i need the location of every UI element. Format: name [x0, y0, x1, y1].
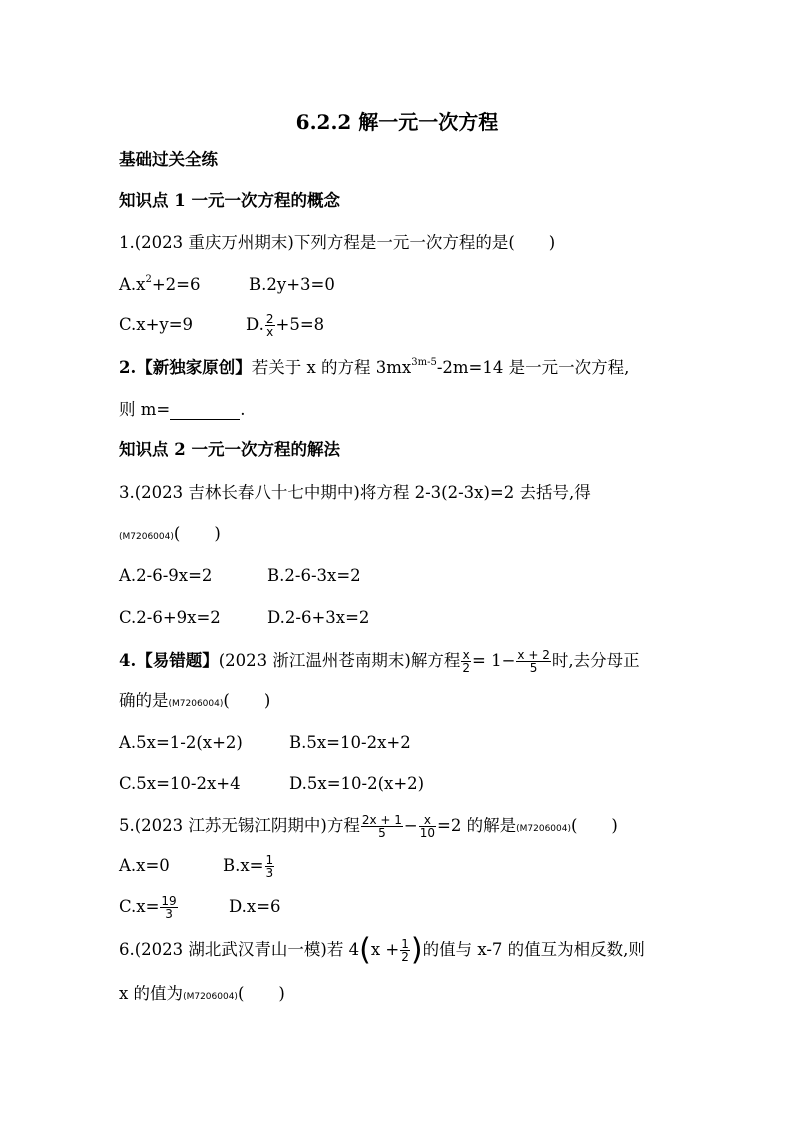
- q3-option-c: C.2-6+9x=2: [119, 608, 221, 627]
- page-title: 6.2.2 解一元一次方程: [295, 110, 499, 134]
- knowledge-point-1: 知识点 1 一元一次方程的概念: [119, 191, 340, 210]
- answer-blank: [170, 403, 240, 420]
- question-3-stem: 3.(2023 吉林长春八十七中期中)将方程 2-3(2-3x)=2 去括号,得: [119, 483, 591, 502]
- section-heading: 基础过关全练: [119, 150, 218, 169]
- q4-option-d: D.5x=10-2(x+2): [289, 774, 425, 793]
- q3-option-d: D.2-6+3x=2: [267, 608, 370, 627]
- q1-option-c: C.x+y=9: [119, 315, 194, 334]
- question-3-options-cd: [119, 608, 369, 628]
- question-2-stem: 2.【新独家原创】若关于 x 的方程 $3mx^{3m-5}-2m=14$ 是一元一次方程,: [119, 357, 630, 377]
- question-1-options-ab: [119, 275, 335, 295]
- question-3-line2: (M7206004)( ): [119, 524, 221, 543]
- q1-option-a: $A.x^2+2=6$: [119, 274, 201, 294]
- question-6-line2: x 的值为(M7206004)( ): [119, 984, 285, 1003]
- q1-option-d: D. $\frac{2}{x}$ +5=8: [246, 312, 325, 339]
- question-4-options-cd: [119, 774, 424, 794]
- question-6-stem: 6.(2023 湖北武汉青山一模)若 4(x + $\frac{1}{2}$ )的值与 x-7 的值互为相反数,则: [119, 932, 645, 968]
- question-1-options-cd: [119, 312, 324, 338]
- question-4-stem: 4.【易错题】(2023 浙江温州苍南期末)解方程 $\frac{x}{2}$ = 1− $\frac{x + 2}{5}$ 时,去分母正: [119, 648, 640, 675]
- q5-option-c: C.x= $\frac{19}{3}$: [119, 894, 177, 921]
- q3-option-b: B.2-6-3x=2: [267, 566, 361, 585]
- question-2-line2: 则 m= .: [119, 400, 246, 419]
- q5-option-d: D.x=6: [229, 897, 281, 916]
- q4-option-a: A.5x=1-2(x+2): [119, 733, 243, 752]
- question-5-stem: 5.(2023 江苏无锡江阴期中)方程 $\frac{2x + 1}{5}$ − $\frac{x}{10}$ =2 的解是(M7206004)( ): [119, 813, 618, 840]
- q3-option-a: A.2-6-9x=2: [119, 566, 213, 585]
- question-5-options-ab: [119, 852, 275, 880]
- q4-option-b: B.5x=10-2x+2: [289, 733, 411, 752]
- q4-option-c: C.5x=10-2x+4: [119, 774, 241, 793]
- question-1-stem: 1.(2023 重庆万州期末)下列方程是一元一次方程的是( ): [119, 233, 556, 252]
- q5-option-a: A.x=0: [119, 856, 170, 875]
- question-4-line2: 确的是(M7206004)( ): [119, 691, 271, 710]
- question-5-options-cd: [119, 893, 281, 921]
- knowledge-point-2: 知识点 2 一元一次方程的解法: [119, 440, 340, 459]
- question-4-options-ab: [119, 733, 411, 753]
- q1-option-b: B.2y+3=0: [249, 275, 335, 294]
- q5-option-b: B.x= $\frac{1}{3}$: [223, 853, 274, 880]
- question-3-options-ab: [119, 566, 361, 586]
